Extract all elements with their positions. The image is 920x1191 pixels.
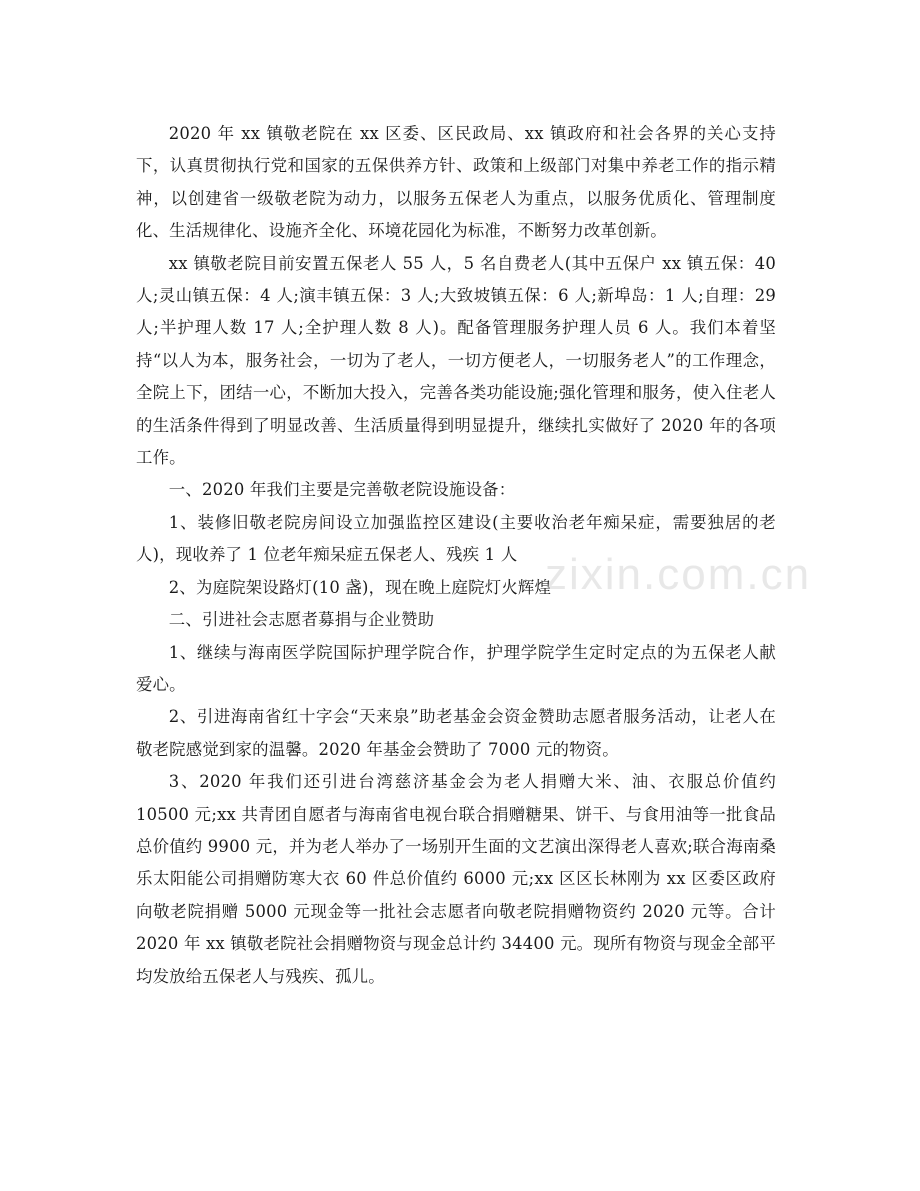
list-item-tzu-chi: 3、2020 年我们还引进台湾慈济基金会为老人捐赠大米、油、衣服总价值约 10500 元;xx 共青团自愿者与海南省电视台联合捐赠糖果、饼干、与食用油等一批食品总价值约 9900 元，并为老人举办了一场别开生面的文艺演出深得老人喜欢;联合海南桑乐太阳能公司捐赠防寒大衣 60 件总价值约 6000 元;xx 区区长林刚为 xx 区委区政府向敬老院捐赠 5000 元现金等一批社会志愿者向敬老院捐赠物资约 2020 元等。合计 2020 年 xx 镇敬老院社会捐赠物资与现金总计约 34400 元。现所有物资与现金全部平均发放给五保老人与残疾、孤儿。 <box>136 772 776 986</box>
paragraph-overview: xx 镇敬老院目前安置五保老人 55 人，5 名自费老人(其中五保户 xx 镇五保：40 人;灵山镇五保：4 人;演丰镇五保：3 人;大致坡镇五保：6 人;新埠岛：1 人;自理：29 人;半护理人数 17 人;全护理人数 8 人)。配备管理服务护理人员 6 人。我们本着坚持“以人为本，服务社会，一切为了老人，一切方便老人，一切服务老人”的工作理念，全院上下，团结一心，不断加大投入，完善各类功能设施;强化管理和服务，使入住老人的生活条件得到了明显改善、生活质量得到明显提升，继续扎实做好了 2020 年的各项工作。 <box>136 253 776 468</box>
paragraph-intro: 2020 年 xx 镇敬老院在 xx 区委、区民政局、xx 镇政府和社会各界的关心支持下，认真贯彻执行党和国家的五保供养方针、政策和上级部门对集中养老工作的指示精神，以创建省一级敬老院为动力，以服务五保老人为重点，以服务优质化、管理制度化、生活规律化、设施齐全化、环境花园化为标准，不断努力改革创新。 <box>136 124 776 241</box>
list-item-red-cross: 2、引进海南省红十字会“天来泉”助老基金会资金赞助志愿者服务活动，让老人在敬老院感觉到家的温馨。2020 年基金会赞助了 7000 元的物资。 <box>136 707 776 759</box>
list-item-nursing-college: 1、继续与海南医学院国际护理学院合作，护理学院学生定时定点的为五保老人献爱心。 <box>136 642 776 694</box>
watermark: zixin.com.cn <box>545 550 812 599</box>
document-body <box>136 118 776 993</box>
list-item-renovation: 1、装修旧敬老院房间设立加强监控区建设(主要收治老年痴呆症，需要独居的老人)，现收养了 1 位老年痴呆症五保老人、残疾 1 人 <box>136 512 776 565</box>
list-item-streetlights: 2、为庭院架设路灯(10 盏)，现在晚上庭院灯火辉煌 <box>168 577 552 597</box>
section-heading-facilities: 一、2020 年我们主要是完善敬老院设施设备： <box>168 480 516 500</box>
section-heading-donations: 二、引进社会志愿者募捐与企业赞助 <box>168 610 435 630</box>
